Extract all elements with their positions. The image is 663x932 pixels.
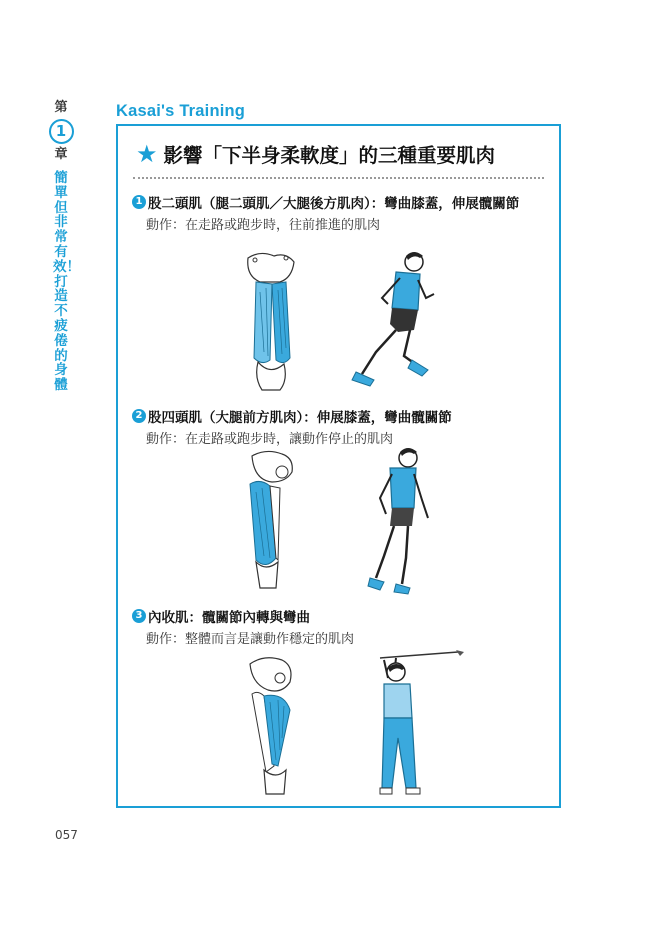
section-2-heading	[132, 406, 452, 426]
section-heading-text: 內收肌：髖關節內轉與彎曲	[148, 610, 310, 626]
chapter-prefix: 第	[54, 100, 68, 115]
chapter-title: 簡單但非常有效！打造不疲倦的身體	[53, 170, 80, 394]
section-number-badge: 2	[132, 409, 146, 423]
chapter-number-badge: 1	[49, 119, 74, 144]
golf-swing-figure-illustration-3	[374, 648, 466, 800]
chapter-sidebar	[48, 100, 80, 394]
star-icon: ★	[136, 140, 158, 168]
section-number-badge: 3	[132, 609, 146, 623]
page-title-text: 影響「下半身柔軟度」的三種重要肌肉	[163, 144, 496, 167]
brand-label: Kasai's Training	[116, 102, 246, 120]
walking-figure-illustration-2	[362, 448, 442, 598]
section-1-heading	[132, 192, 519, 212]
quadriceps-anatomy-illustration	[242, 448, 298, 590]
section-heading-text: 股四頭肌（大腿前方肌肉）：伸展膝蓋，彎曲髖關節	[148, 410, 452, 426]
section-heading-text: 股二頭肌（腿二頭肌／大腿後方肌肉）：彎曲膝蓋，伸展髖關節	[148, 196, 520, 212]
section-1-description: 動作：在走路或跑步時，往前推進的肌肉	[146, 218, 381, 233]
section-3-description: 動作：整體而言是讓動作穩定的肌肉	[146, 632, 355, 647]
section-2-description: 動作：在走路或跑步時，讓動作停止的肌肉	[146, 432, 394, 447]
chapter-suffix: 章	[54, 147, 68, 162]
section-3-heading	[132, 606, 310, 626]
title-divider	[133, 177, 544, 179]
hamstring-anatomy-illustration	[240, 248, 300, 394]
running-figure-illustration-1	[348, 248, 438, 396]
page-number: 057	[55, 828, 78, 842]
page-title	[136, 140, 495, 168]
adductor-anatomy-illustration	[244, 654, 298, 798]
section-number-badge: 1	[132, 195, 146, 209]
